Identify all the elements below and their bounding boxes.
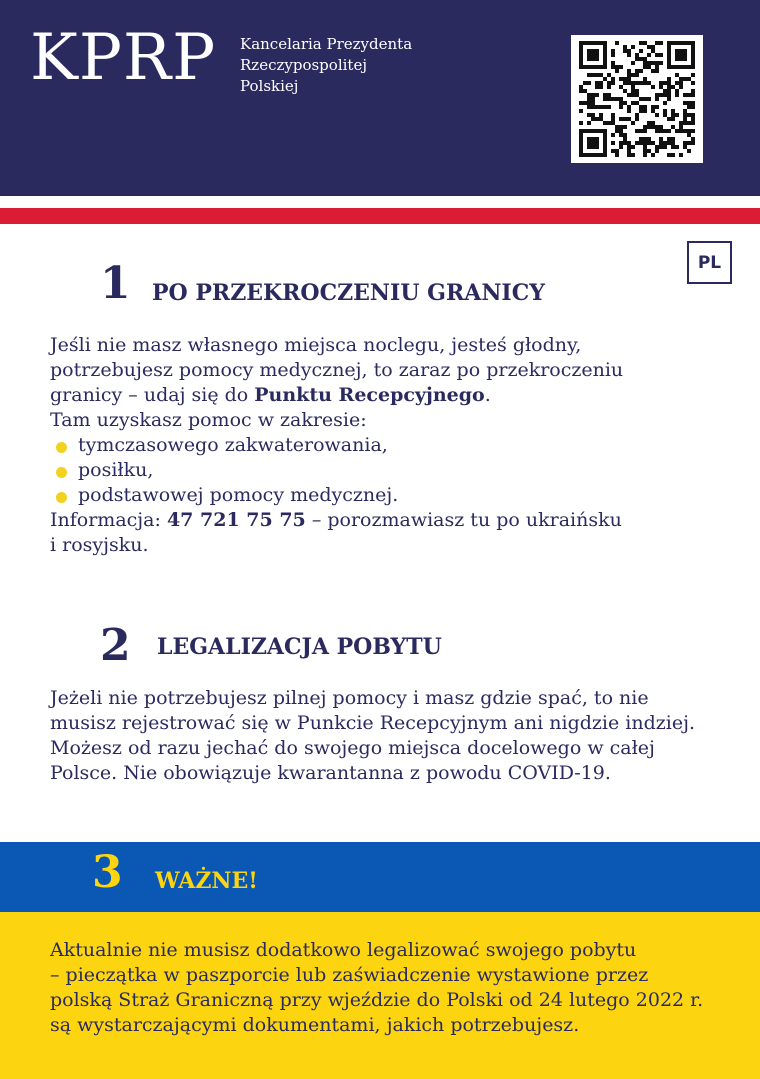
section-3-line: polską Straż Graniczną przy wjeździe do Polski od 24 lutego 2022 r. <box>50 989 704 1011</box>
info-label: Informacja: <box>50 509 167 531</box>
section-3-body <box>50 938 730 1038</box>
header-banner <box>0 0 760 196</box>
info-phone-number[interactable]: 47 721 75 75 <box>166 509 306 531</box>
section-1-line: Jeśli nie masz własnego miejsca noclegu, jesteś głodny, <box>50 334 582 356</box>
section-2-line: musisz rejestrować się w Punkcie Recepcyjnym ani nigdzie indziej. <box>50 712 696 734</box>
kprp-logo: KPRP <box>30 21 217 95</box>
bullet-item: tymczasowego zakwaterowania, <box>50 433 730 458</box>
section-2-line: Polsce. Nie obowiązuje kwarantanna z powodu COVID-19. <box>50 762 611 784</box>
flag-stripe-white <box>0 196 760 208</box>
section-3-line: Aktualnie nie musisz dodatkowo legalizować swojego pobytu <box>50 939 637 961</box>
text: – porozmawiasz tu po ukraińsku <box>305 509 622 531</box>
org-line-1: Kancelaria Prezydenta <box>240 35 413 53</box>
qr-code[interactable] <box>571 35 703 163</box>
section-2-number: 2 <box>100 620 131 671</box>
section-1-number: 1 <box>100 258 131 309</box>
bullet-item: posiłku, <box>50 458 730 483</box>
qr-code-icon <box>579 41 695 157</box>
section-3-line: są wystarczającymi dokumentami, jakich potrzebujesz. <box>50 1014 580 1036</box>
flag-stripe-red <box>0 208 760 224</box>
bullet-item: podstawowej pomocy medycznej. <box>50 483 730 508</box>
info-line-continued: i rosyjsku. <box>50 534 149 556</box>
org-line-2: Rzeczypospolitej <box>240 56 367 74</box>
section-1-line: potrzebujesz pomocy medycznej, to zaraz po przekroczeniu <box>50 359 624 381</box>
section-1-title: PO PRZEKROCZENIU GRANICY <box>152 280 545 306</box>
section-3-number: 3 <box>92 847 123 898</box>
section-1-intro: Tam uzyskasz pomoc w zakresie: <box>50 409 367 431</box>
section-2-title: LEGALIZACJA POBYTU <box>157 634 442 660</box>
section-3-line: – pieczątka w paszporcie lub zaświadczenie wystawione przez <box>50 964 649 986</box>
organization-name <box>240 34 440 97</box>
org-line-3: Polskiej <box>240 77 299 95</box>
section-1-line <box>50 383 730 408</box>
language-badge: PL <box>687 241 732 284</box>
info-line <box>50 508 730 533</box>
text: . <box>484 384 491 406</box>
reception-point-emphasis: Punktu Recepcyjnego <box>254 384 485 406</box>
section-2-line: Jeżeli nie potrzebujesz pilnej pomocy i masz gdzie spać, to nie <box>50 687 649 709</box>
section-1-body <box>50 333 730 558</box>
section-2-line: Możesz od razu jechać do swojego miejsca docelowego w całej <box>50 737 655 759</box>
section-2-body <box>50 686 730 786</box>
section-3-title: WAŻNE! <box>155 868 258 894</box>
text: granicy – udaj się do <box>50 384 255 406</box>
